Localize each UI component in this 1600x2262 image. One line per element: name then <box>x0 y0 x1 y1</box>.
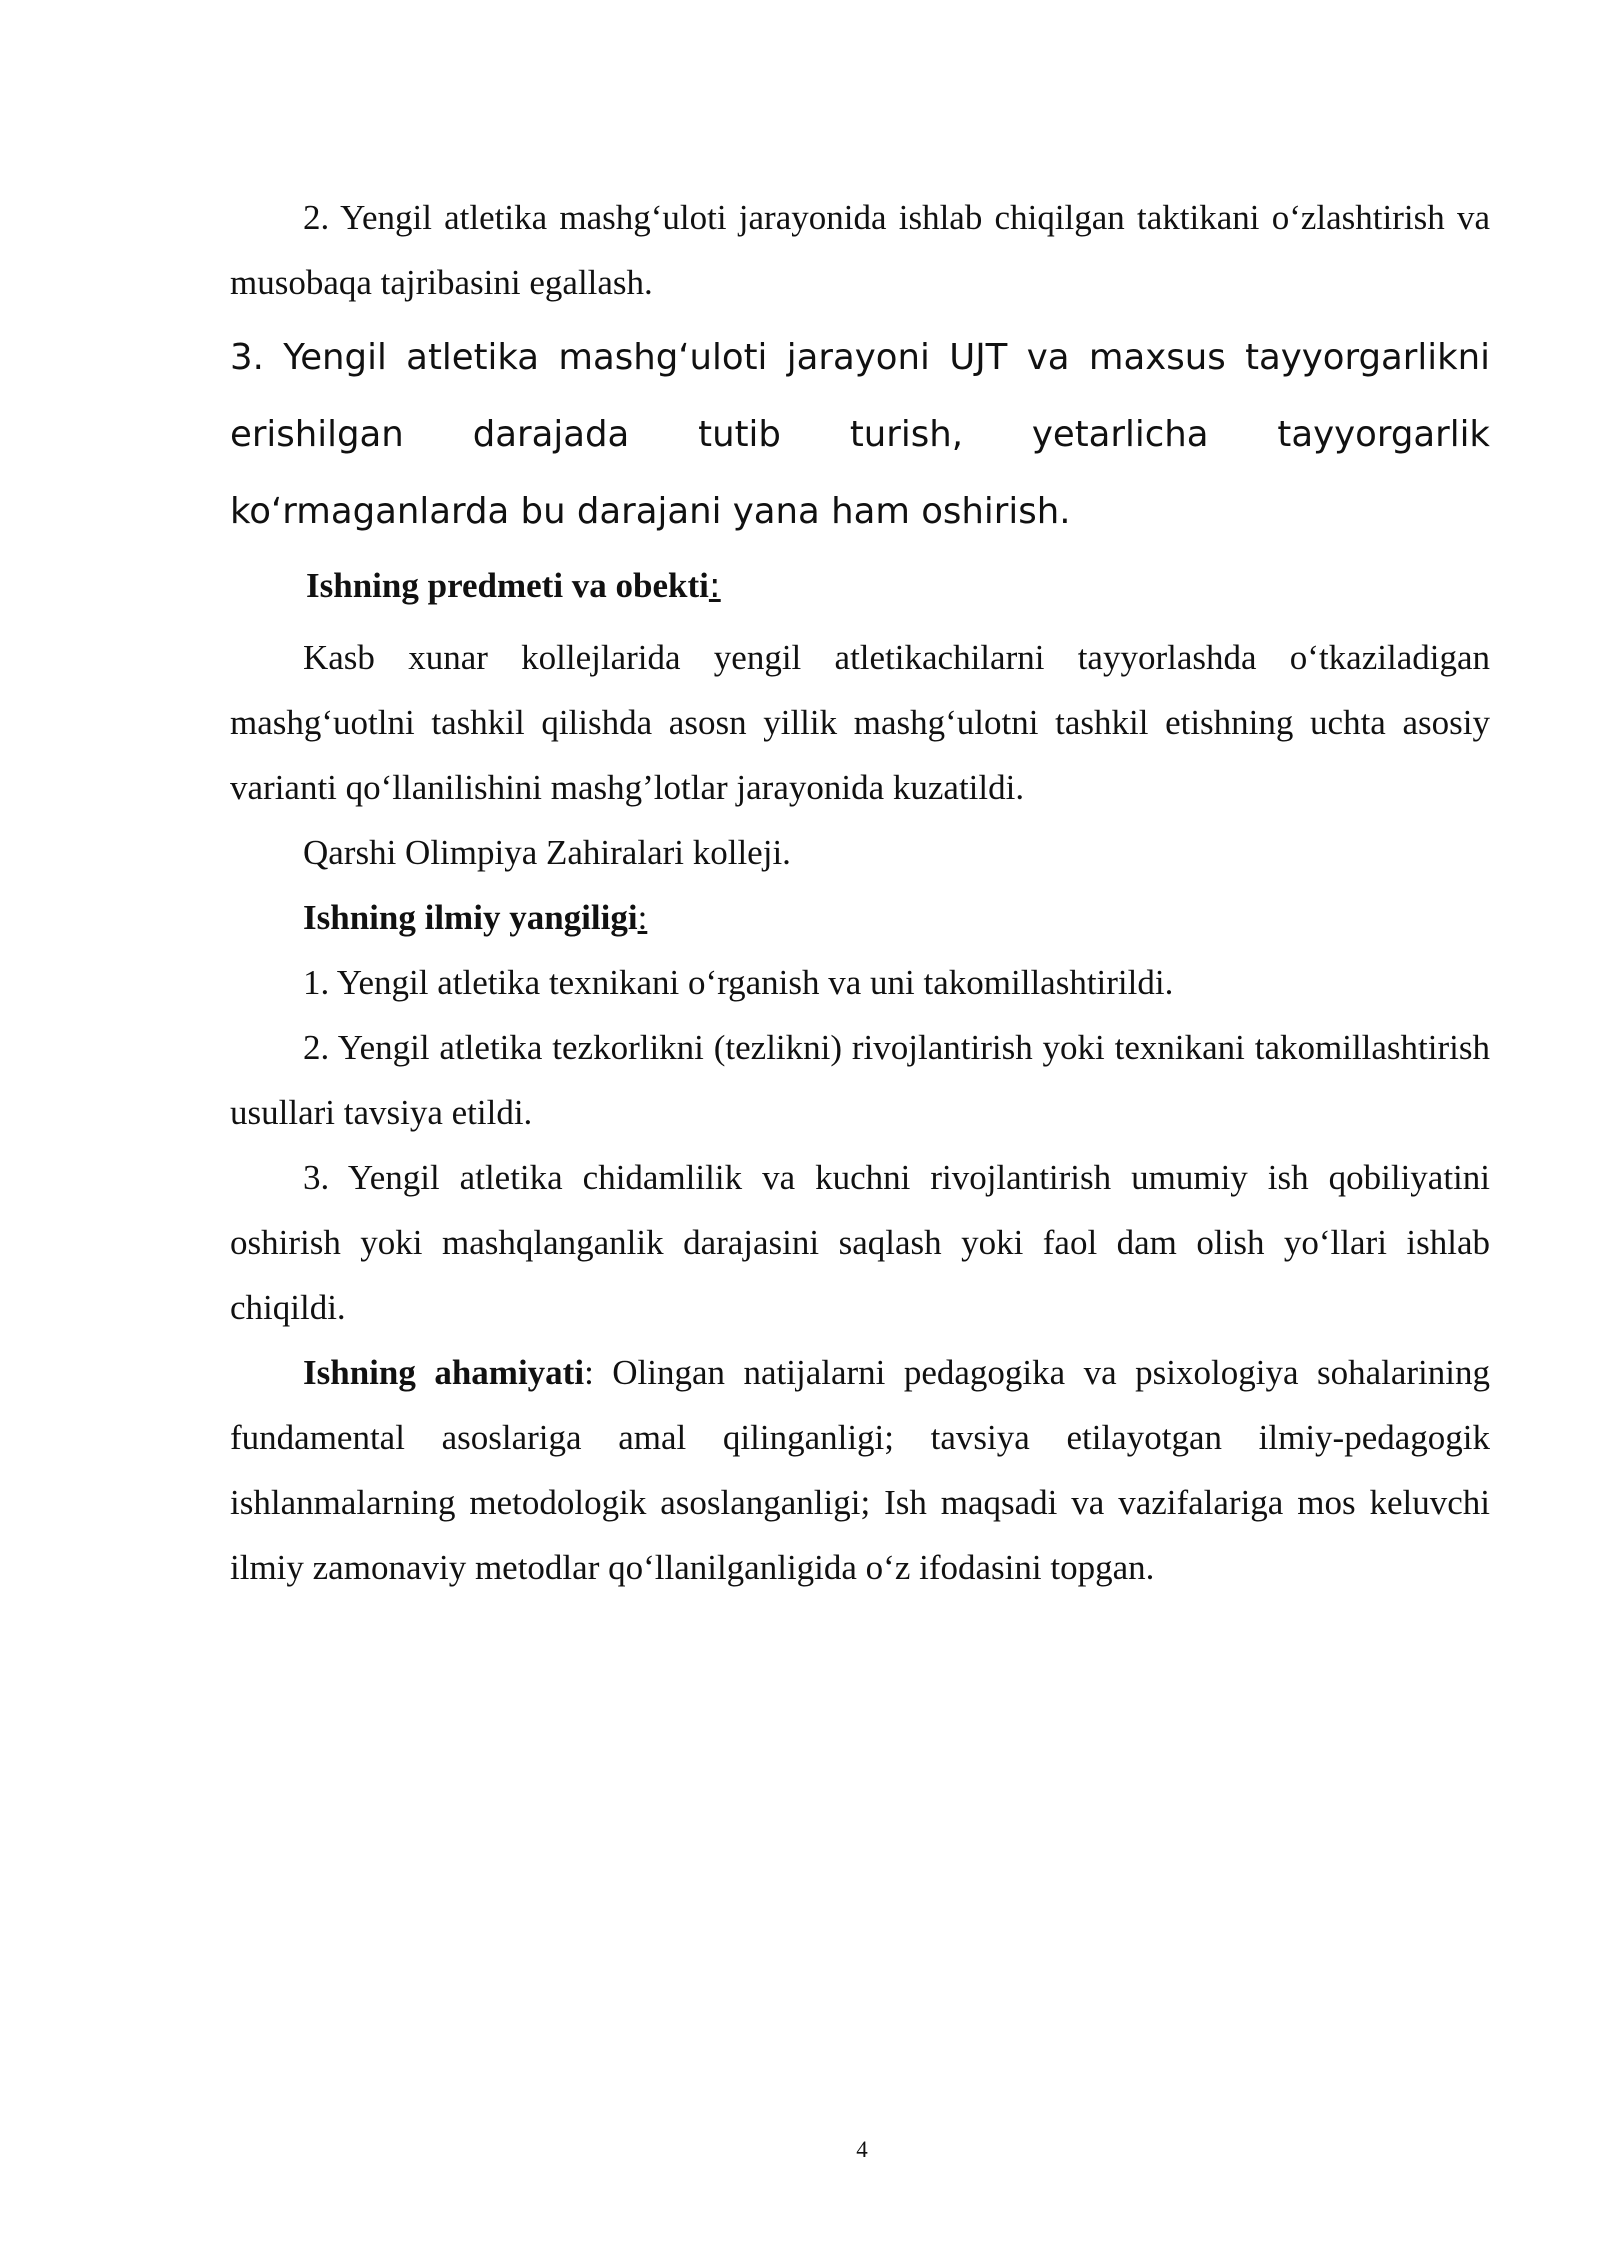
page-number: 4 <box>856 2137 868 2162</box>
paragraph-significance-lead: Ishning ahamiyati <box>303 1353 585 1392</box>
paragraph-novelty-2: 2. Yengil atletika tezkorlikni (tezlikni) rivojlantirish yoki texnikani takomillashtirish usullari tavsiya etildi. <box>230 1028 1490 1132</box>
paragraph-college-name: Qarshi Olimpiya Zahiralari kolleji. <box>303 833 791 872</box>
paragraph-significance <box>230 1340 1490 1600</box>
heading-subject-object-text: Ishning predmeti va obekti <box>306 566 709 605</box>
paragraph-task-3: 3. Yengil atletika mashg‘uloti jarayoni UJT va maxsus tayyorgarlikni erishilgan darajada tutib turish, yetarlicha tayyorgarlik ko‘rmaganlarda bu darajani yana ham oshirish. <box>230 337 1490 532</box>
paragraph-task-2: 2. Yengil atletika mashg‘uloti jarayonida ishlab chiqilgan taktikani o‘zlashtirish va musobaqa tajribasini egallash. <box>230 198 1490 302</box>
heading-scientific-novelty <box>230 885 1490 950</box>
page-content <box>230 185 1490 1600</box>
heading-subject-object-colon: : <box>708 566 721 606</box>
paragraph-novelty-1: 1. Yengil atletika texnikani o‘rganish va uni takomillashtirildi. <box>303 963 1174 1002</box>
heading-scientific-novelty-text: Ishning ilmiy yangiligi <box>303 898 638 937</box>
heading-subject-object <box>230 553 1490 619</box>
paragraph-novelty-3: 3. Yengil atletika chidamlilik va kuchni rivojlantirish umumiy ish qobiliyatini oshirish yoki mashqlanganlik darajasini saqlash yoki faol dam olish yo‘llari ishlab chiqildi. <box>230 1158 1490 1327</box>
paragraph-significance-body: : Olingan natijalarni pedagogika va psixologiya sohalarining fundamental asoslariga amal qilinganligi; tavsiya etilayotgan ilmiy-pedagogik ishlanmalarning metodologik asoslanganligi; Ish maqsadi va vazifalariga mos keluvchi ilmiy zamonaviy metodlar qo‘llanilganligida o‘z ifodasini topgan. <box>230 1353 1490 1587</box>
paragraph-subject-description: Kasb xunar kollejlarida yengil atletikachilarni tayyorlashda o‘tkaziladigan mashg‘uotlni tashkil qilishda asosn yillik mashg‘ulotni tashkil etishning uchta asosiy varianti qo‘llanilishini mashg’lotlar jarayonida kuzatildi. <box>230 638 1490 807</box>
heading-scientific-novelty-colon: : <box>637 898 648 937</box>
